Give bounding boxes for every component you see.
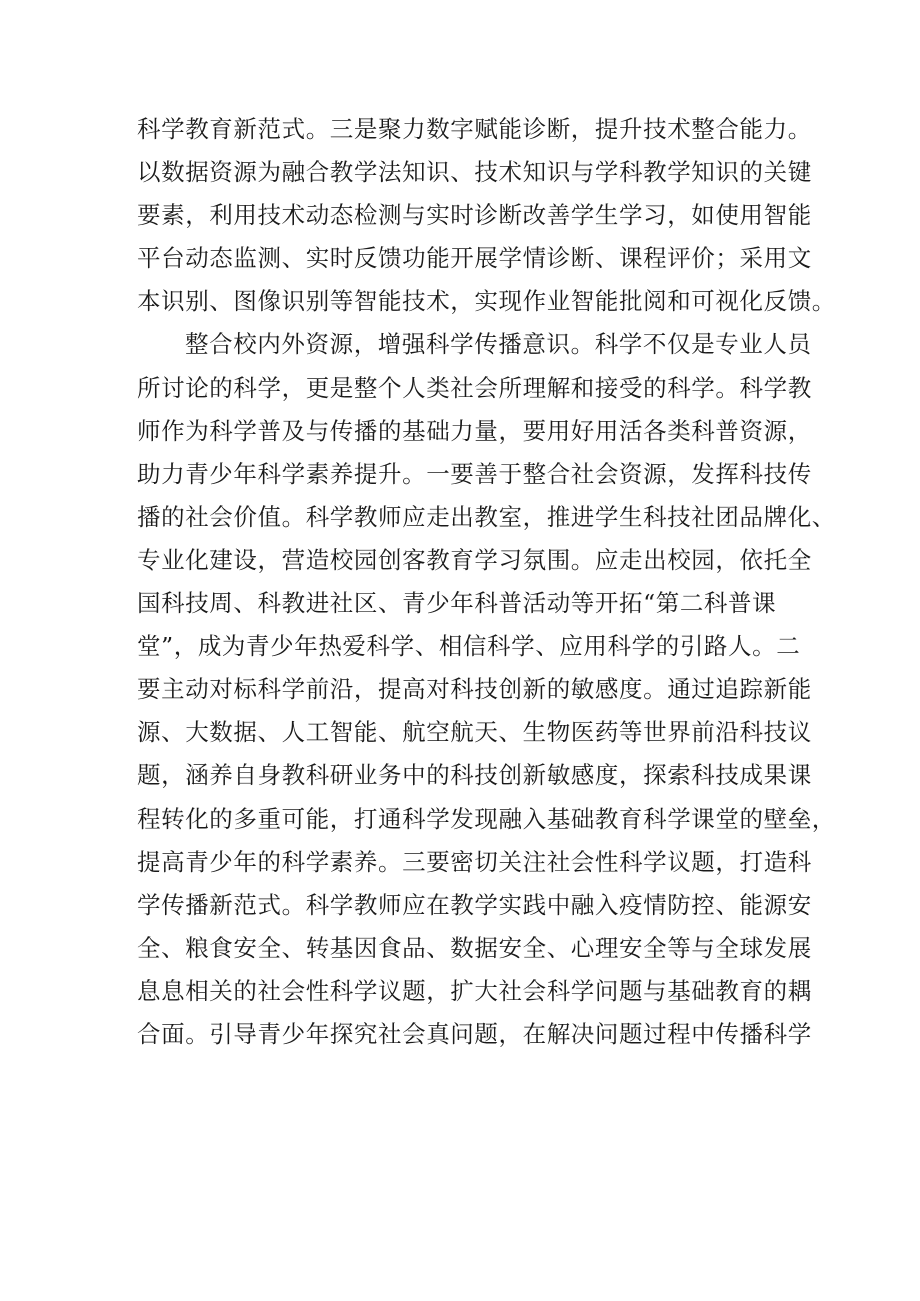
paragraph-1 — [137, 108, 836, 323]
body-text — [137, 108, 836, 1056]
text-line: 国科技周、科教进社区、青少年科普活动等开拓“第二科普课 — [137, 589, 777, 618]
text-line: 要主动对标科学前沿，提高对科技创新的敏感度。通过追踪新能 — [137, 675, 812, 704]
text-line: 合面。引导青少年探究社会真问题，在解决问题过程中传播科学 — [137, 1019, 812, 1048]
text-line: 提高青少年的科学素养。三要密切关注社会性科学议题，打造科 — [137, 847, 812, 876]
text-line: 助力青少年科学素养提升。一要善于整合社会资源，发挥科技传 — [137, 459, 812, 488]
text-line: 程转化的多重可能，打通科学发现融入基础教育科学课堂的壁垒， — [137, 804, 836, 833]
text-line: 以数据资源为融合教学法知识、技术知识与学科教学知识的关键 — [137, 158, 812, 187]
text-line: 所讨论的科学，更是整个人类社会所理解和接受的科学。科学教 — [137, 373, 812, 402]
text-line: 本识别、图像识别等智能技术，实现作业智能批阅和可视化反馈。 — [137, 287, 836, 316]
text-line: 平台动态监测、实时反馈功能开展学情诊断、课程评价；采用文 — [137, 244, 812, 273]
text-line: 全、粮食安全、转基因食品、数据安全、心理安全等与全球发展 — [137, 933, 812, 962]
text-line: 学传播新范式。科学教师应在教学实践中融入疫情防控、能源安 — [137, 890, 812, 919]
text-line: 题，涵养自身教科研业务中的科技创新敏感度，探索科技成果课 — [137, 761, 812, 790]
text-line: 要素，利用技术动态检测与实时诊断改善学生学习，如使用智能 — [137, 201, 812, 230]
text-line: 科学教育新范式。三是聚力数字赋能诊断，提升技术整合能力。 — [137, 115, 812, 143]
text-line: 整合校内外资源，增强科学传播意识。科学不仅是专业人员 — [185, 330, 812, 359]
text-line: 师作为科学普及与传播的基础力量，要用好用活各类科普资源， — [137, 416, 812, 445]
text-line: 源、大数据、人工智能、航空航天、生物医药等世界前沿科技议 — [137, 718, 812, 747]
text-line: 息息相关的社会性科学议题，扩大社会科学问题与基础教育的耦 — [137, 976, 812, 1005]
text-line: 堂”，成为青少年热爱科学、相信科学、应用科学的引路人。二 — [137, 632, 801, 661]
paragraph-2 — [137, 323, 836, 1056]
text-line: 专业化建设，营造校园创客教育学习氛围。应走出校园，依托全 — [137, 545, 812, 574]
text-line: 播的社会价值。科学教师应走出教室，推进学生科技社团品牌化、 — [137, 502, 836, 531]
